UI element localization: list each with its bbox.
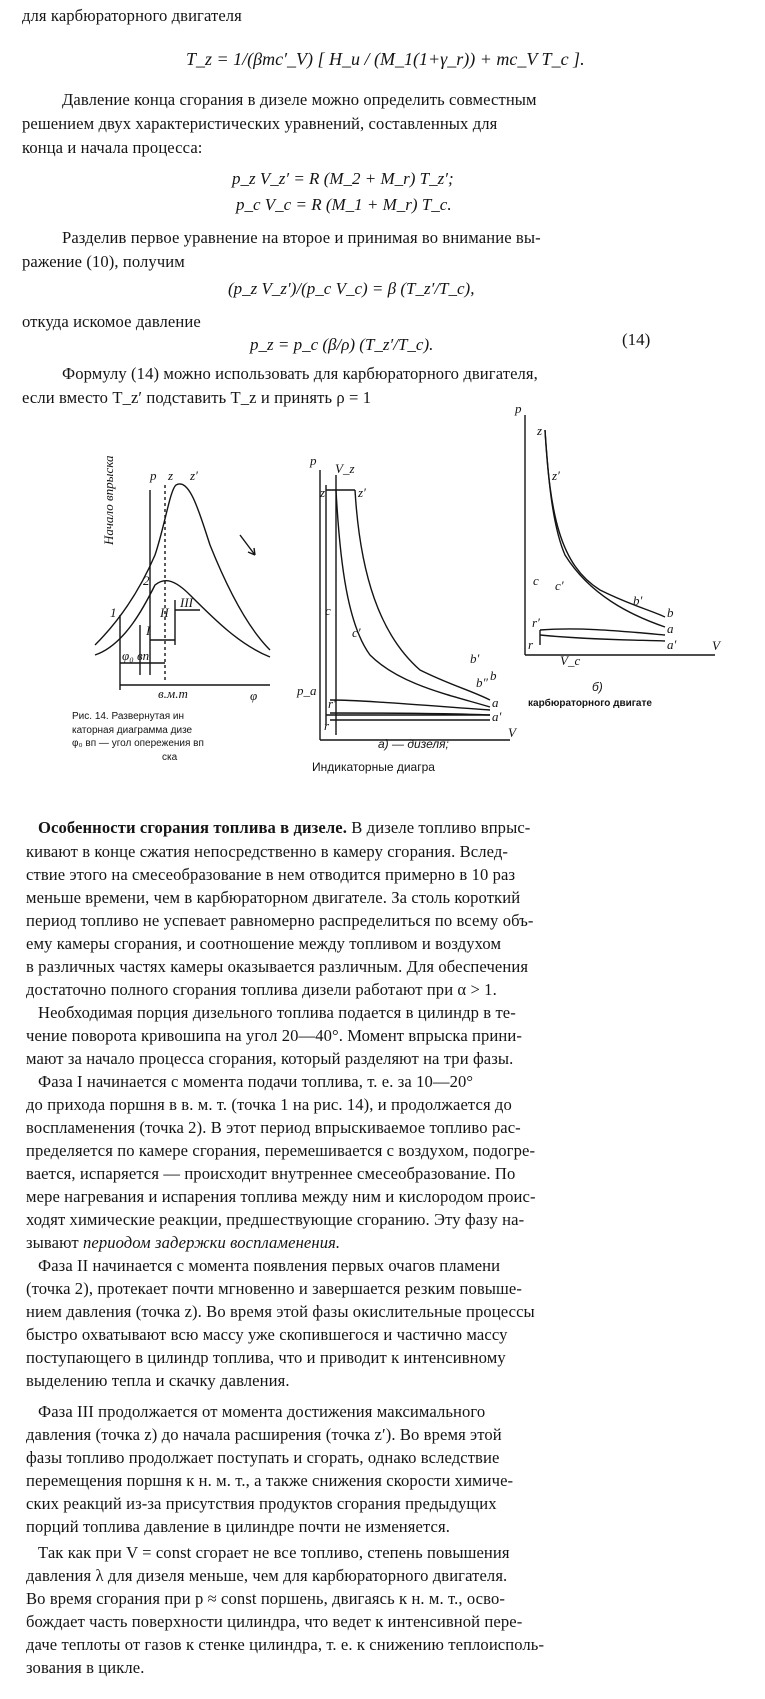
fig14-point1-label: 1 — [110, 605, 117, 620]
text-line: Так как при V = const сгорает не все топливо, степень повышения — [38, 1543, 510, 1562]
text-line: зования в цикле. — [26, 1658, 145, 1677]
text-line: откуда искомое давление — [22, 312, 201, 331]
text-line: ходят химические реакции, предшествующие сгоранию. Эту фазу на- — [26, 1210, 525, 1229]
text-line: решением двух характеристических уравнений, составленных для — [22, 114, 498, 133]
section-title: Особенности сгорания топлива в дизеле. — [38, 818, 348, 837]
diesel-cp-label: c′ — [352, 625, 361, 640]
text-line: Во время сгорания при p ≈ const поршень, двигаясь к н. м. т., осво- — [26, 1589, 505, 1608]
equation-d: p_z = p_c (β/ρ) (T_z′/T_c). — [250, 335, 434, 354]
carb-z-label: z — [537, 423, 543, 438]
text-line: выделению тепла и скачку давления. — [26, 1371, 290, 1390]
carb-b-label: b — [667, 605, 674, 620]
fig14-y-label: Начало впрыска — [101, 455, 116, 545]
carb-p-label: p — [515, 401, 522, 416]
text-line: (точка 2), протекает почти мгновенно и завершается резким повыше- — [26, 1279, 522, 1298]
fig14-phase1-label: I — [146, 623, 151, 638]
section-title-line: Особенности сгорания топлива в дизеле. В дизеле топливо впрыс- — [38, 818, 531, 837]
text-line: даче теплоты от газов к стенке цилиндра, т. е. к снижению теплоисполь- — [26, 1635, 545, 1654]
fig14-phase2-label: II — [160, 605, 169, 620]
text-line: нием давления (точка z). Во время этой фазы окислительные процессы — [26, 1302, 535, 1321]
carb-caption: карбюраторного двигате — [528, 698, 652, 709]
carb-zp-label: z′ — [552, 468, 560, 483]
diesel-a-label: a — [492, 695, 499, 710]
text-line: если вместо T_z′ подставить T_z и принять ρ = 1 — [22, 388, 372, 407]
text-line: зывают периодом задержки воспламенения. — [26, 1233, 341, 1252]
fig14-zp-label: z′ — [190, 468, 198, 483]
text-line: ствие этого на смесеобразование в нем отводится примерно в 10 раз — [26, 865, 516, 884]
diesel-z-label: z — [320, 485, 326, 500]
text-line: поступающего в цилиндр топлива, что и приводит к интенсивному — [26, 1348, 506, 1367]
text-line: перемещения поршня к н. м. т., а также снижения скорости химиче- — [26, 1471, 514, 1490]
text-line: мают за начало процесса сгорания, который разделяют на три фазы. — [26, 1049, 514, 1068]
equation-a: p_z V_z′ = R (M_2 + M_r) T_z′; — [232, 169, 454, 188]
text-line: период топливо не успевает равномерно распределиться по всему объ- — [26, 911, 534, 930]
diesel-vz-label: V_z — [335, 461, 355, 476]
fig14-phi-axis-label: φ — [250, 688, 258, 703]
equation-number: (14) — [622, 330, 651, 349]
text-line: Фаза II начинается с момента появления первых очагов пламени — [38, 1256, 501, 1275]
fig14-point2-label: 2 — [143, 573, 150, 588]
text-line: Необходимая порция дизельного топлива подается в цилиндр в те- — [38, 1003, 516, 1022]
text-line: воспламенения (точка 2). В этот период впрыскиваемое топливо рас- — [26, 1118, 521, 1137]
fig14-phase3-label: III — [180, 595, 193, 610]
text-line: мере нагревания и испарения топлива между ним и кислородом проис- — [26, 1187, 536, 1206]
text-line: Разделив первое уравнение на второе и принимая во внимание вы- — [62, 228, 541, 247]
diesel-b-label: b — [490, 668, 497, 683]
diesel-pa-label: p_a — [297, 683, 317, 698]
text-line: быстро охватывают всю массу уже скопившегося и частично массу — [26, 1325, 508, 1344]
text-line: давления (точка z) до начала расширения (точка z′). Во время этой — [26, 1425, 502, 1444]
text-line: Фаза III продолжается от момента достижения максимального — [38, 1402, 486, 1421]
carb-bp-label: b′ — [633, 593, 643, 608]
carb-v-label: V — [712, 638, 720, 653]
diesel-ap-label: a′ — [492, 709, 502, 724]
text-line: ражение (10), получим — [22, 252, 185, 271]
diesel-bpp-label: b″ — [476, 675, 488, 690]
text-line: давления λ для дизеля меньше, чем для карбюраторного двигателя. — [26, 1566, 508, 1585]
diesel-rp-label: r′ — [328, 696, 336, 711]
text-line: Формулу (14) можно использовать для карбюраторного двигателя, — [62, 364, 538, 383]
fig14-caption: Рис. 14. Развернутая ин каторная диаграмма дизе φ₀ вп — угол опережения вп ска — [72, 711, 204, 763]
text-line: порций топлива давление в цилиндре почти не изменяется. — [26, 1517, 450, 1536]
diesel-r-label: r — [324, 718, 330, 733]
equation-c: (p_z V_z′)/(p_c V_c) = β (T_z′/T_c), — [228, 279, 475, 298]
text-line: кивают в конце сжатия непосредственно в камеру сгорания. Вслед- — [26, 842, 509, 861]
diesel-indicator-diagram — [320, 470, 510, 740]
carb-a-label: a — [667, 621, 674, 636]
text-line: ему камеры сгорания, и соотношение между топливом и воздухом — [26, 934, 502, 953]
equation-b: p_c V_c = R (M_1 + M_r) T_c. — [236, 195, 452, 214]
text-line: меньше времени, чем в карбюраторном двигателе. За столь короткий — [26, 888, 521, 907]
text-line: в различных частях камеры оказывается различным. Для обеспечения — [26, 957, 529, 976]
text-line: Давление конца сгорания в дизеле можно определить совместным — [62, 90, 537, 109]
formula-tz: T_z = 1/(βmc′_V) [ H_u / (M_1(1+γ_r)) + mc_V T_c ]. — [186, 49, 585, 69]
text-line: бождает часть поверхности цилиндра, что ведет к интенсивной пере- — [26, 1612, 523, 1631]
fig14-vmt-label: в.м.т — [158, 686, 188, 701]
text-line: для карбюраторного двигателя — [22, 6, 242, 25]
carb-vc-label: V_c — [560, 653, 581, 668]
text-line: фазы топливо продолжает поступать и сгорать, однако вследствие — [26, 1448, 500, 1467]
diesel-zp-label: z′ — [358, 485, 366, 500]
carb-r-label: r — [528, 637, 534, 652]
text-line: конца и начала процесса: — [22, 138, 203, 157]
carb-c-label: c — [533, 573, 539, 588]
text-line: чение поворота кривошипа на угол 20—40°. Момент впрыска прини- — [26, 1026, 522, 1045]
text-line: пределяется по камере сгорания, перемешивается с воздухом, подогре- — [26, 1141, 536, 1160]
fig14-p-label: p — [150, 468, 157, 483]
carb-b-caption: б) — [592, 680, 603, 694]
diagrams-title-caption: Индикаторные диагра — [312, 760, 435, 774]
text-line: ских реакций из-за присутствия продуктов сгорания предыдущих — [26, 1494, 497, 1513]
text-line: Фаза I начинается с момента подачи топлива, т. е. за 10—20° — [38, 1072, 474, 1091]
diesel-caption: а) — дизеля; — [378, 737, 449, 751]
diesel-bp-label: b′ — [470, 651, 480, 666]
carb-ap-label: a′ — [667, 637, 677, 652]
diesel-p-label: p — [310, 453, 317, 468]
text-line: вается, испаряется — происходит внутреннее смесеобразование. По — [26, 1164, 516, 1183]
fig14-phi-label: φ₀ вп — [122, 648, 150, 663]
fig14-z-label: z — [168, 468, 174, 483]
carb-rp-label: r′ — [532, 615, 540, 630]
diesel-c-label: c — [325, 603, 331, 618]
carburetor-indicator-diagram — [525, 415, 715, 655]
text-line: достаточно полного сгорания топлива дизели работают при α > 1. — [26, 980, 497, 999]
carb-cp-label: c′ — [555, 578, 564, 593]
text-line: до прихода поршня в в. м. т. (точка 1 на рис. 14), и продолжается до — [26, 1095, 512, 1114]
diesel-v-label: V — [508, 725, 516, 740]
